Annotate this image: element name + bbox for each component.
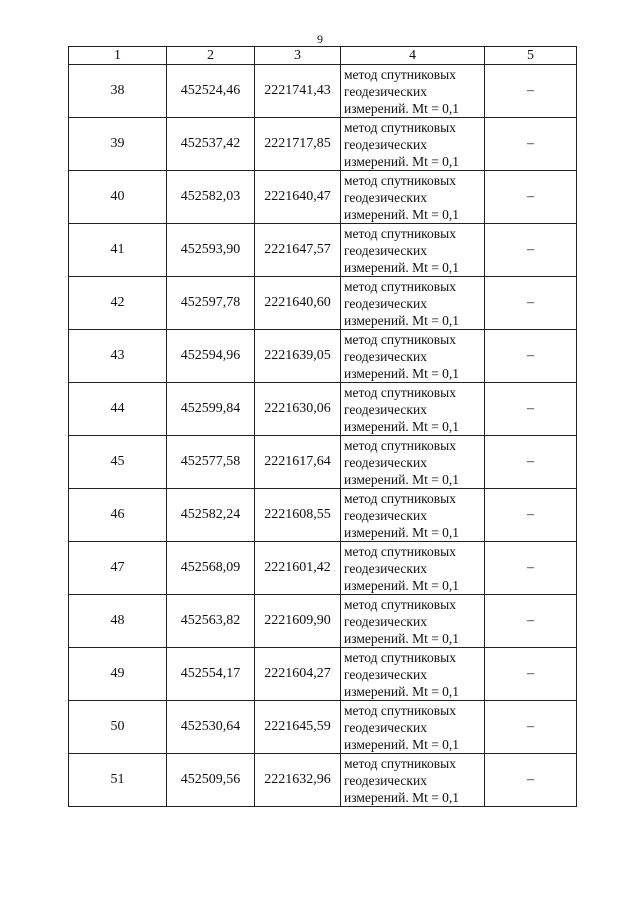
y-coordinate-cell: 2221640,60 <box>255 277 341 330</box>
x-coordinate-cell: 452568,09 <box>167 542 255 595</box>
y-coordinate-cell: 2221630,06 <box>255 383 341 436</box>
method-cell <box>341 701 485 754</box>
method-line: метод спутниковых <box>344 384 456 400</box>
x-coordinate-cell: 452582,24 <box>167 489 255 542</box>
method-line: измерений. Mt = 0,1 <box>344 365 460 381</box>
coordinates-table <box>68 46 577 807</box>
header-row <box>69 47 577 65</box>
y-coordinate-cell: 2221601,42 <box>255 542 341 595</box>
method-line: метод спутниковых <box>344 437 456 453</box>
table-row <box>69 754 577 807</box>
method-cell <box>341 595 485 648</box>
point-number-cell: 50 <box>69 701 167 754</box>
method-line: геодезических <box>344 772 427 788</box>
method-line: геодезических <box>344 666 427 682</box>
table-row <box>69 648 577 701</box>
method-cell <box>341 224 485 277</box>
point-number-cell: 40 <box>69 171 167 224</box>
method-cell <box>341 436 485 489</box>
table-row <box>69 436 577 489</box>
x-coordinate-cell: 452597,78 <box>167 277 255 330</box>
method-line: измерений. Mt = 0,1 <box>344 312 460 328</box>
y-coordinate-cell: 2221609,90 <box>255 595 341 648</box>
note-cell: – <box>485 542 577 595</box>
y-coordinate-cell: 2221632,96 <box>255 754 341 807</box>
method-cell <box>341 118 485 171</box>
table-row <box>69 330 577 383</box>
method-line: метод спутниковых <box>344 490 456 506</box>
method-line: измерений. Mt = 0,1 <box>344 471 460 487</box>
method-line: геодезических <box>344 613 427 629</box>
note-cell: – <box>485 648 577 701</box>
table-row <box>69 277 577 330</box>
method-line: метод спутниковых <box>344 649 456 665</box>
y-coordinate-cell: 2221647,57 <box>255 224 341 277</box>
table-row <box>69 171 577 224</box>
note-cell: – <box>485 595 577 648</box>
method-line: измерений. Mt = 0,1 <box>344 683 460 699</box>
x-coordinate-cell: 452530,64 <box>167 701 255 754</box>
x-coordinate-cell: 452554,17 <box>167 648 255 701</box>
method-line: метод спутниковых <box>344 755 456 771</box>
method-line: измерений. Mt = 0,1 <box>344 259 460 275</box>
method-cell <box>341 489 485 542</box>
note-cell: – <box>485 118 577 171</box>
point-number-cell: 46 <box>69 489 167 542</box>
table-row <box>69 701 577 754</box>
note-cell: – <box>485 171 577 224</box>
x-coordinate-cell: 452563,82 <box>167 595 255 648</box>
method-line: метод спутниковых <box>344 702 456 718</box>
method-line: измерений. Mt = 0,1 <box>344 153 460 169</box>
method-line: измерений. Mt = 0,1 <box>344 736 460 752</box>
method-line: геодезических <box>344 242 427 258</box>
note-cell: – <box>485 489 577 542</box>
point-number-cell: 42 <box>69 277 167 330</box>
point-number-cell: 45 <box>69 436 167 489</box>
method-line: геодезических <box>344 136 427 152</box>
method-line: измерений. Mt = 0,1 <box>344 206 460 222</box>
method-line: геодезических <box>344 560 427 576</box>
method-line: метод спутниковых <box>344 278 456 294</box>
table-row <box>69 224 577 277</box>
point-number-cell: 43 <box>69 330 167 383</box>
method-line: метод спутниковых <box>344 596 456 612</box>
method-line: геодезических <box>344 454 427 470</box>
point-number-cell: 47 <box>69 542 167 595</box>
point-number-cell: 51 <box>69 754 167 807</box>
note-cell: – <box>485 436 577 489</box>
y-coordinate-cell: 2221639,05 <box>255 330 341 383</box>
y-coordinate-cell: 2221604,27 <box>255 648 341 701</box>
method-line: метод спутниковых <box>344 172 456 188</box>
column-header-5: 5 <box>485 47 577 65</box>
note-cell: – <box>485 701 577 754</box>
column-header-2: 2 <box>167 47 255 65</box>
table-row <box>69 489 577 542</box>
method-line: геодезических <box>344 507 427 523</box>
method-line: метод спутниковых <box>344 543 456 559</box>
method-cell <box>341 65 485 118</box>
note-cell: – <box>485 277 577 330</box>
y-coordinate-cell: 2221717,85 <box>255 118 341 171</box>
column-header-3: 3 <box>255 47 341 65</box>
point-number-cell: 44 <box>69 383 167 436</box>
method-cell <box>341 648 485 701</box>
table-row <box>69 542 577 595</box>
column-header-1: 1 <box>69 47 167 65</box>
point-number-cell: 39 <box>69 118 167 171</box>
method-line: геодезических <box>344 295 427 311</box>
method-cell <box>341 542 485 595</box>
y-coordinate-cell: 2221640,47 <box>255 171 341 224</box>
point-number-cell: 49 <box>69 648 167 701</box>
method-line: измерений. Mt = 0,1 <box>344 630 460 646</box>
x-coordinate-cell: 452594,96 <box>167 330 255 383</box>
page-number: 9 <box>317 32 323 46</box>
x-coordinate-cell: 452537,42 <box>167 118 255 171</box>
method-line: метод спутниковых <box>344 225 456 241</box>
table-row <box>69 65 577 118</box>
point-number-cell: 41 <box>69 224 167 277</box>
method-line: метод спутниковых <box>344 119 456 135</box>
y-coordinate-cell: 2221608,55 <box>255 489 341 542</box>
table-row <box>69 383 577 436</box>
x-coordinate-cell: 452582,03 <box>167 171 255 224</box>
x-coordinate-cell: 452509,56 <box>167 754 255 807</box>
method-line: геодезических <box>344 401 427 417</box>
column-header-4: 4 <box>341 47 485 65</box>
table-row <box>69 118 577 171</box>
note-cell: – <box>485 224 577 277</box>
method-line: измерений. Mt = 0,1 <box>344 418 460 434</box>
method-cell <box>341 383 485 436</box>
table-header <box>69 47 577 65</box>
method-line: геодезических <box>344 348 427 364</box>
y-coordinate-cell: 2221645,59 <box>255 701 341 754</box>
x-coordinate-cell: 452593,90 <box>167 224 255 277</box>
method-line: метод спутниковых <box>344 331 456 347</box>
note-cell: – <box>485 330 577 383</box>
method-line: измерений. Mt = 0,1 <box>344 789 460 805</box>
y-coordinate-cell: 2221741,43 <box>255 65 341 118</box>
x-coordinate-cell: 452599,84 <box>167 383 255 436</box>
x-coordinate-cell: 452577,58 <box>167 436 255 489</box>
note-cell: – <box>485 754 577 807</box>
method-cell <box>341 754 485 807</box>
method-line: измерений. Mt = 0,1 <box>344 577 460 593</box>
method-line: геодезических <box>344 83 427 99</box>
method-line: геодезических <box>344 189 427 205</box>
table-row <box>69 595 577 648</box>
point-number-cell: 38 <box>69 65 167 118</box>
method-cell <box>341 171 485 224</box>
method-line: измерений. Mt = 0,1 <box>344 524 460 540</box>
y-coordinate-cell: 2221617,64 <box>255 436 341 489</box>
note-cell: – <box>485 383 577 436</box>
method-line: геодезических <box>344 719 427 735</box>
table-body <box>69 65 577 807</box>
x-coordinate-cell: 452524,46 <box>167 65 255 118</box>
method-cell <box>341 277 485 330</box>
method-line: измерений. Mt = 0,1 <box>344 100 460 116</box>
method-cell <box>341 330 485 383</box>
point-number-cell: 48 <box>69 595 167 648</box>
note-cell: – <box>485 65 577 118</box>
method-line: метод спутниковых <box>344 66 456 82</box>
